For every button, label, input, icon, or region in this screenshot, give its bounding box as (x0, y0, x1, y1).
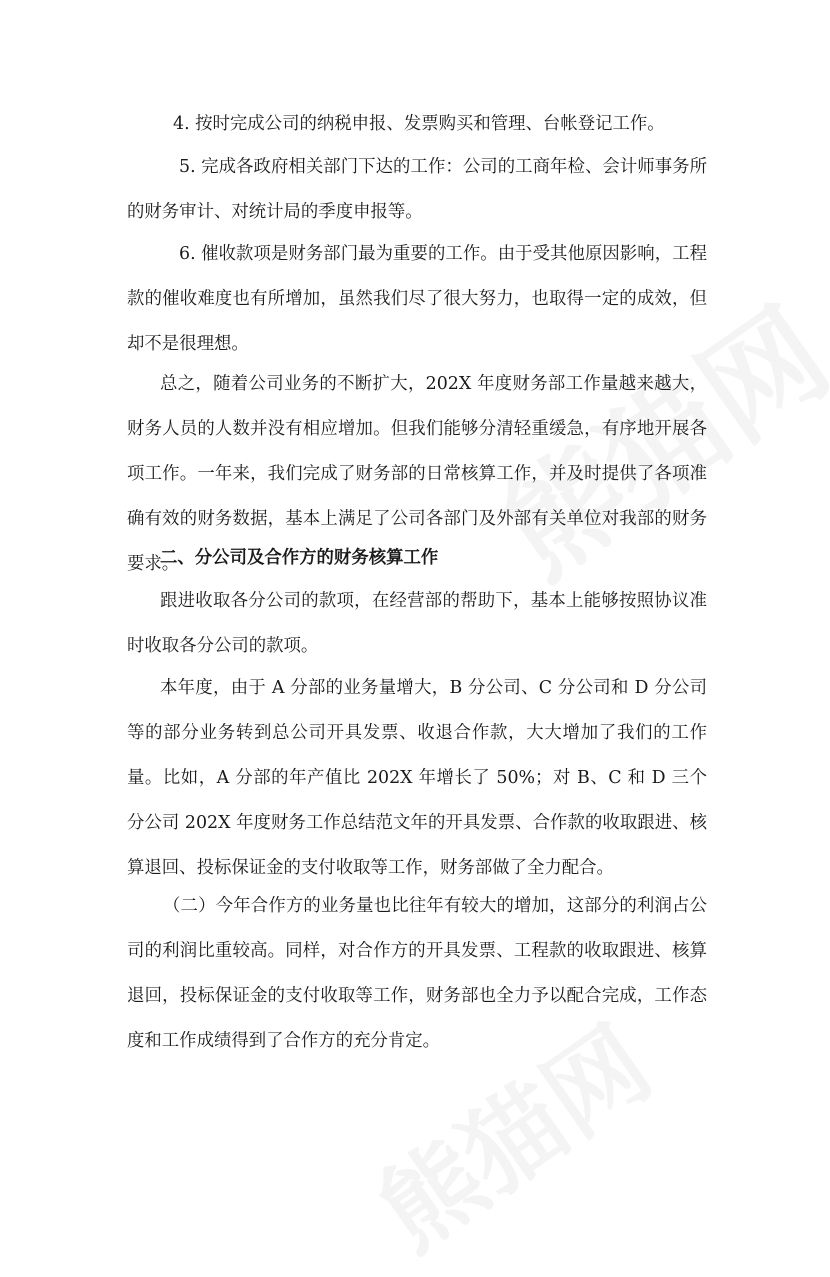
paragraph-item-5: 5. 完成各政府相关部门下达的工作：公司的工商年检、会计师事务所的财务审计、对统计局的季度申报等。 (127, 157, 707, 222)
paragraph-partner: （二）今年合作方的业务量也比往年有较大的增加，这部分的利润占公司的利润比重较高。同样，对合作方的开具发票、工程款的收取跟进、核算退回，投标保证金的支付收取等工作，财务部也全力予以配合完成，工作态度和工作成绩得到了合作方的充分肯定。 (127, 896, 707, 1051)
paragraph-item-4: 4. 按时完成公司的纳税申报、发票购买和管理、台帐登记工作。 (173, 114, 665, 134)
paragraph-branch-collection: 跟进收取各分公司的款项，在经营部的帮助下，基本上能够按照协议准时收取各分公司的款项。 (127, 591, 707, 656)
paragraph-item-6: 6. 催收款项是财务部门最为重要的工作。由于受其他原因影响，工程款的催收难度也有所增加，虽然我们尽了很大努力，也取得一定的成效，但却不是很理想。 (127, 244, 707, 354)
paragraph-branch-workload: 本年度，由于 A 分部的业务量增大，B 分公司、C 分公司和 D 分公司等的部分业务转到总公司开具发票、收退合作款，大大增加了我们的工作量。比如，A 分部的年产值比 202X 年增长了 50%；对 B、C 和 D 三个分公司 202X 年度财务工作总结范文年的开具发票、合作款的收取跟进、核算退回、投标保证金的支付收取等工作，财务部做了全力配合。 (127, 678, 707, 878)
section-heading: 二、分公司及合作方的财务核算工作 (160, 548, 439, 568)
paragraph-summary: 总之，随着公司业务的不断扩大，202X 年度财务部工作量越来越大，财务人员的人数并没有相应增加。但我们能够分清轻重缓急，有序地开展各项工作。一年来，我们完成了财务部的日常核算工作，并及时提供了各项准确有效的财务数据，基本上满足了公司各部门及外部有关单位对我部的财务要求。 (127, 374, 707, 574)
